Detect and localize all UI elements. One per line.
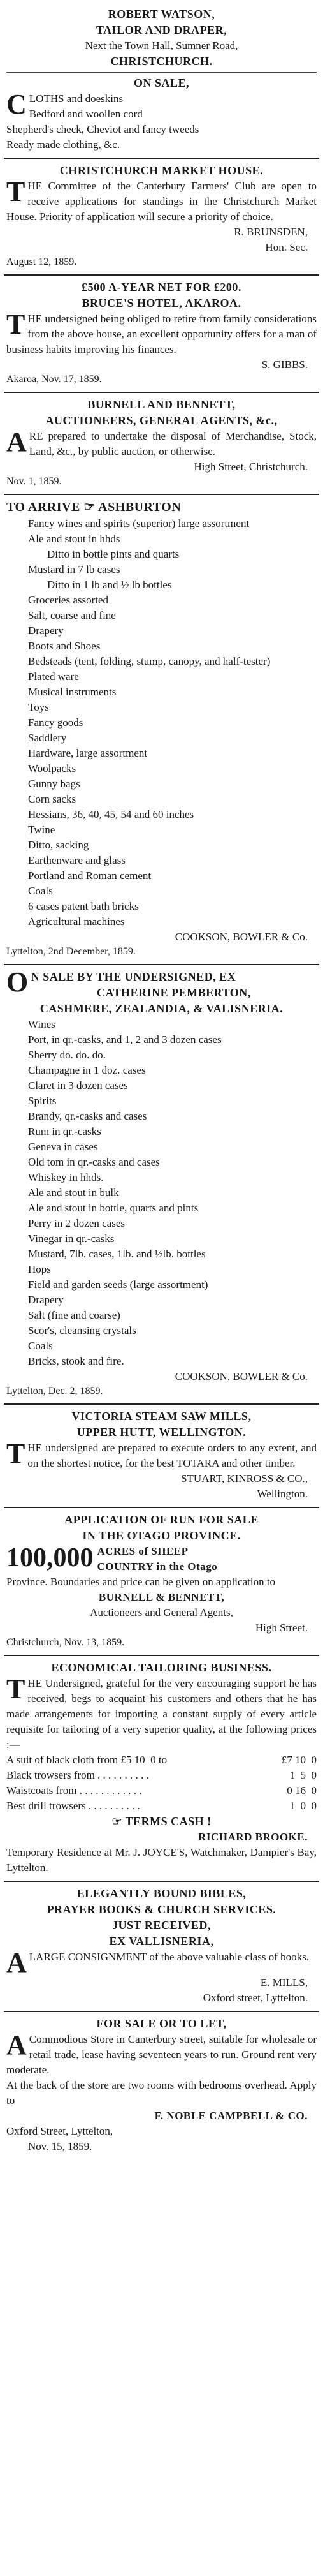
drop-cap: O — [6, 966, 29, 998]
ad-title: N SALE BY THE UNDERSIGNED, EX — [31, 970, 236, 983]
ad-title: ECONOMICAL TAILORING BUSINESS. — [51, 1661, 272, 1674]
advertiser-town: CHRISTCHURCH. — [110, 55, 213, 68]
goods-list — [6, 1017, 317, 1369]
ad-title: £500 A-YEAR NET FOR £200. — [82, 281, 241, 293]
drop-cap: A — [6, 1947, 27, 1978]
list-item: Twine — [28, 824, 55, 836]
list-item: Groceries assorted — [28, 594, 109, 606]
ad-date: Akaroa, Nov. 17, 1859. — [6, 374, 102, 385]
signature-address: Oxford street, Lyttelton. — [203, 1992, 308, 2004]
list-item: Plated ware — [28, 670, 79, 683]
signature: COOKSON, BOWLER & Co. — [175, 931, 308, 943]
residence-note: Temporary Residence at Mr. J. JOYCE'S, Watchmaker, Dampier's Bay, Lyttelton. — [6, 1846, 317, 1874]
signature: BURNELL & BENNETT, — [98, 1591, 225, 1603]
list-item: Gunny bags — [28, 778, 80, 790]
list-item: Brandy, qr.-casks and cases — [28, 1110, 147, 1122]
ad-body: HE undersigned are prepared to execute orders to any extent, and on the shortest notice, for the best TOTARA and other timber. — [27, 1442, 317, 1469]
list-item: Mustard, 7lb. cases, 1lb. and ½lb. bottles — [28, 1248, 206, 1260]
sale-line: Bedford and woollen cord — [29, 108, 143, 120]
list-item: Sherry do. do. do. — [28, 1049, 106, 1061]
drop-cap: T — [6, 309, 25, 340]
ad-date: Lyttelton, Dec. 2, 1859. — [6, 1386, 103, 1396]
list-item: Earthenware and glass — [28, 854, 126, 866]
list-item: Claret in 3 dozen cases — [28, 1079, 128, 1092]
list-item: Ale and stout in bulk — [28, 1187, 119, 1199]
ad-title: APPLICATION OF RUN FOR SALE — [64, 1513, 259, 1526]
advertiser-name: ROBERT WATSON, — [108, 8, 215, 20]
list-item: Spirits — [28, 1095, 57, 1107]
signature: COOKSON, BOWLER & Co. — [175, 1370, 308, 1382]
ad-title: VICTORIA STEAM SAW MILLS, — [71, 1410, 252, 1423]
list-item: Wines — [28, 1018, 55, 1030]
signature-role: Hon. Sec. — [265, 241, 308, 253]
price-row — [6, 1783, 317, 1798]
list-item: Boots and Shoes — [28, 640, 101, 652]
ad-robert-watson — [4, 3, 319, 159]
ad-to-arrive-ashburton — [4, 495, 319, 965]
list-item: Drapery — [28, 625, 64, 637]
ad-bruces-hotel — [4, 276, 319, 393]
list-item: Salt, coarse and fine — [28, 609, 116, 621]
signature-address: Oxford Street, Lyttelton, — [6, 2125, 113, 2137]
list-item: Port, in qr.-casks, and 1, 2 and 3 dozen cases — [28, 1033, 222, 1046]
list-item: Hops — [28, 1263, 51, 1275]
drop-cap: A — [6, 426, 27, 457]
list-item: Ditto, sacking — [28, 839, 89, 851]
ad-on-sale-undersigned — [4, 965, 319, 1405]
ad-subtitle: UPPER HUTT, WELLINGTON. — [76, 1426, 247, 1439]
price-item: A suit of black cloth from £5 10 0 to — [6, 1754, 168, 1766]
list-item: Coals — [28, 885, 53, 897]
price-amount: £7 10 0 — [281, 1754, 317, 1766]
signature: F. NOBLE CAMPBELL & CO. — [154, 2110, 308, 2122]
sale-line: LOTHS and doeskins — [29, 93, 124, 105]
ad-tailoring — [4, 1656, 319, 1882]
signature-place: Wellington. — [257, 1488, 308, 1500]
ad-body: HE Committee of the Canterbury Farmers' Club are open to receive applications for standings in the Christchurch Market House. Priority of application will secure a priority of choice. — [6, 180, 317, 223]
ad-title: ELEGANTLY BOUND BIBLES, — [76, 1887, 247, 1900]
list-item: Coals — [28, 1340, 53, 1352]
list-item: Salt (fine and coarse) — [28, 1309, 120, 1321]
list-item: Agricultural machines — [28, 915, 125, 928]
advertiser-address: Next the Town Hall, Sumner Road, — [85, 40, 238, 52]
ad-otago-run — [4, 1508, 319, 1656]
list-item: Rum in qr.-casks — [28, 1125, 101, 1137]
list-item: Champagne in 1 doz. cases — [28, 1064, 146, 1076]
ad-address: High Street, Christchurch. — [194, 461, 308, 473]
price-amount: 1 5 0 — [289, 1769, 317, 1781]
drop-cap: A — [6, 2029, 27, 2061]
ship-name: CATHERINE PEMBERTON, — [97, 986, 251, 999]
ad-body-2: At the back of the store are two rooms with bedrooms overhead. Apply to — [6, 2079, 317, 2106]
list-item: Bedsteads (tent, folding, stump, canopy, and half-tester) — [28, 655, 271, 667]
list-item: Corn sacks — [28, 793, 76, 805]
ad-subtitle: JUST RECEIVED, — [112, 1919, 211, 1932]
list-item: Hessians, 36, 40, 45, 54 and 60 inches — [28, 808, 194, 820]
signature: RICHARD BROOKE. — [198, 1831, 308, 1843]
list-item: Saddlery — [28, 732, 67, 744]
ad-date: Lyttelton, 2nd December, 1859. — [6, 946, 136, 957]
list-item: Fancy wines and spirits (superior) large assortment — [28, 517, 250, 529]
ad-title: CHRISTCHURCH MARKET HOUSE. — [59, 164, 264, 177]
drop-cap: C — [6, 89, 27, 120]
signature: STUART, KINROSS & CO., — [181, 1472, 308, 1484]
price-list — [6, 1752, 317, 1814]
ad-subtitle: IN THE OTAGO PROVINCE. — [82, 1529, 241, 1542]
signature: R. BRUNSDEN, — [234, 226, 308, 238]
ad-title: TO ARRIVE ☞ ASHBURTON — [6, 500, 182, 514]
sale-line: Shepherd's check, Cheviot and fancy tweeds — [6, 123, 199, 135]
list-item: Vinegar in qr.-casks — [28, 1232, 115, 1245]
list-item: Toys — [28, 701, 49, 713]
price-amount: 0 16 0 — [287, 1784, 317, 1796]
ad-subtitle: EX VALLISNERIA, — [109, 1935, 214, 1948]
signature: E. MILLS, — [260, 1976, 308, 1988]
ad-date: Nov. 15, 1859. — [28, 2140, 92, 2152]
ad-date: Christchurch, Nov. 13, 1859. — [6, 1637, 125, 1648]
drop-cap: T — [6, 1438, 25, 1469]
ad-bibles — [4, 1882, 319, 2012]
signature: S. GIBBS. — [261, 359, 308, 371]
list-item: Ditto in bottle pints and quarts — [47, 548, 180, 560]
price-item: Waistcoats from . . . . . . . . . . . . — [6, 1784, 142, 1796]
price-row — [6, 1752, 317, 1768]
advertiser-trade: TAILOR AND DRAPER, — [96, 24, 227, 36]
list-item: Hardware, large assortment — [28, 747, 148, 759]
list-item: Drapery — [28, 1294, 64, 1306]
price-row — [6, 1768, 317, 1783]
ad-market-house — [4, 159, 319, 276]
ad-store-to-let — [4, 2012, 319, 2159]
price-amount: 1 0 0 — [289, 1800, 317, 1812]
list-item: Fancy goods — [28, 716, 83, 729]
goods-list — [6, 516, 317, 929]
ad-subtitle: PRAYER BOOKS & CHURCH SERVICES. — [47, 1903, 276, 1916]
ad-body: HE undersigned being obliged to retire from family considerations from the above house, an excellent opportunity offers for a man of business habits improving his finances. — [6, 313, 317, 355]
signature-role: Auctioneers and General Agents, — [90, 1606, 233, 1618]
list-item: Perry in 2 dozen cases — [28, 1217, 126, 1229]
list-item: Field and garden seeds (large assortment) — [28, 1278, 208, 1291]
divider — [6, 72, 317, 73]
list-item: Ditto in 1 lb and ½ lb bottles — [47, 579, 172, 591]
signature-address: High Street. — [255, 1622, 308, 1634]
acreage-line: COUNTRY in the Otago — [97, 1560, 218, 1573]
list-item: Woolpacks — [28, 762, 76, 774]
list-item: Bricks, stook and fire. — [28, 1355, 124, 1367]
sale-line: Ready made clothing, &c. — [6, 138, 120, 151]
ad-burnell-bennett — [4, 393, 319, 495]
ad-title: BURNELL AND BENNETT, — [87, 398, 236, 411]
price-row — [6, 1798, 317, 1814]
ad-body: RE prepared to undertake the disposal of Merchandise, Stock, Land, &c., by public auction, or otherwise. — [29, 430, 317, 457]
drop-cap: T — [6, 176, 25, 207]
ad-title: FOR SALE OR TO LET, — [96, 2017, 227, 2030]
list-item: Ale and stout in hhds — [28, 533, 120, 545]
ad-body: Province. Boundaries and price can be given on application to — [6, 1576, 276, 1588]
list-item: Scor's, cleansing crystals — [28, 1324, 136, 1336]
list-item: Whiskey in hhds. — [28, 1171, 104, 1183]
ad-body: Commodious Store in Canterbury street, suitable for wholesale or retail trade, lease having seventeen years to run. Ground rent very moderate. — [6, 2033, 317, 2076]
ad-subtitle: BRUCE'S HOTEL, AKAROA. — [82, 297, 241, 309]
ad-subtitle: AUCTIONEERS, GENERAL AGENTS, &c., — [45, 414, 278, 427]
acreage-number: 100,000 — [6, 1543, 94, 1573]
drop-cap: T — [6, 1673, 25, 1705]
list-item: Old tom in qr.-casks and cases — [28, 1156, 160, 1168]
ad-date: Nov. 1, 1859. — [6, 476, 62, 487]
ship-names: CASHMERE, ZEALANDIA, & VALISNERIA. — [39, 1002, 284, 1015]
list-item: 6 cases patent bath bricks — [28, 900, 139, 912]
terms-cash: ☞ TERMS CASH ! — [111, 1815, 212, 1828]
sale-heading: ON SALE, — [133, 77, 190, 89]
list-item: Mustard in 7 lb cases — [28, 563, 120, 575]
ad-body: LARGE CONSIGNMENT of the above valuable class of books. — [29, 1951, 310, 1963]
ad-body: HE Undersigned, grateful for the very encouraging support he has received, begs to acquaint his customers and others that he has made arrangements for importing a constant supply of every article requisite for tailoring of a very superior quality, at the following prices :— — [6, 1677, 317, 1751]
acreage-line: ACRES of SHEEP — [97, 1545, 189, 1557]
list-item: Geneva in cases — [28, 1141, 98, 1153]
list-item: Portland and Roman cement — [28, 870, 152, 882]
newspaper-column — [4, 0, 319, 2162]
list-item: Musical instruments — [28, 686, 117, 698]
ad-date: August 12, 1859. — [6, 256, 77, 267]
ad-saw-mills — [4, 1405, 319, 1508]
price-item: Black trowsers from . . . . . . . . . . — [6, 1769, 149, 1781]
price-item: Best drill trowsers . . . . . . . . . . — [6, 1800, 140, 1812]
list-item: Ale and stout in bottle, quarts and pints — [28, 1202, 199, 1214]
